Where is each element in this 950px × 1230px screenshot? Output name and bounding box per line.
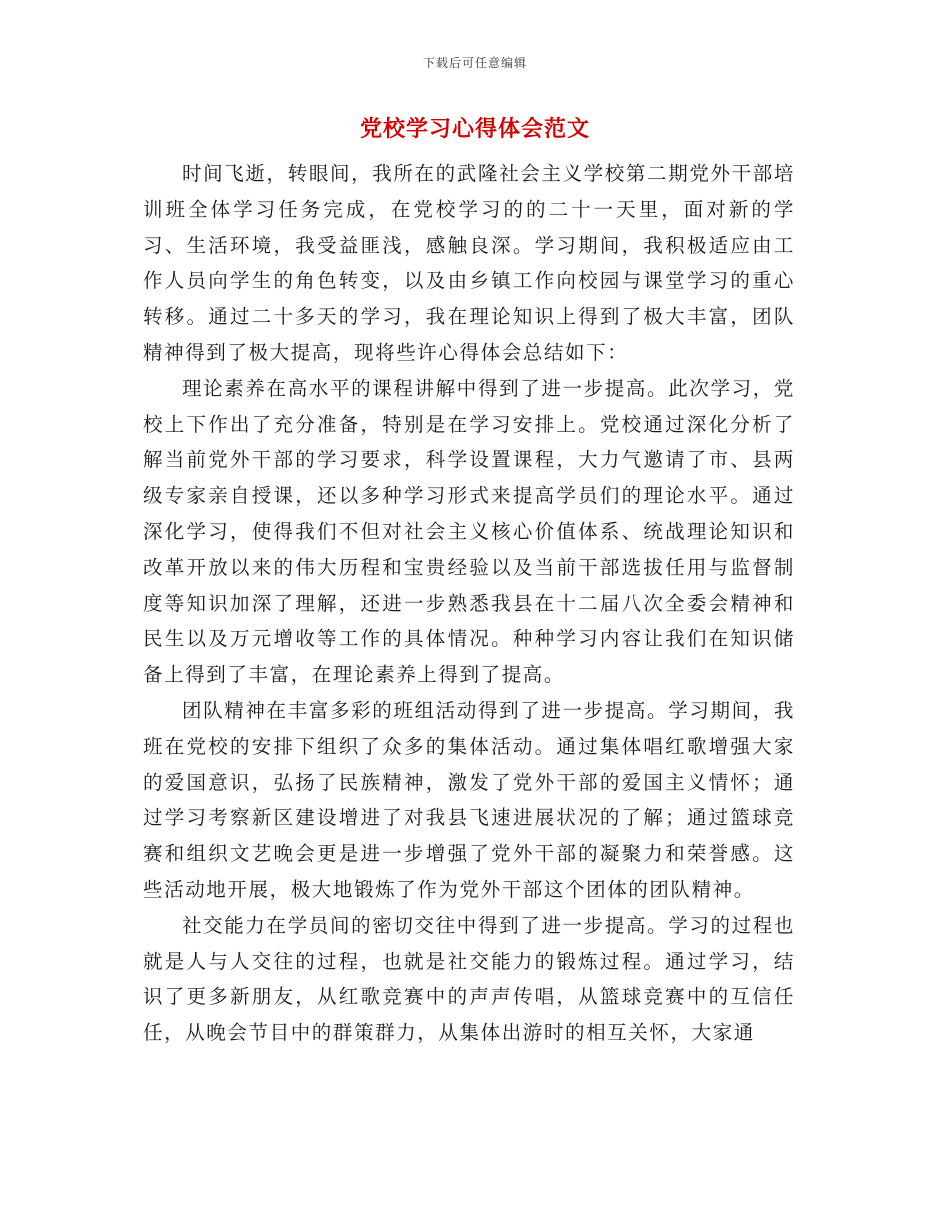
paragraph-theory: 理论素养在高水平的课程讲解中得到了进一步提高。此次学习，党校上下作出了充分准备，特别是在学习安排上。党校通过深化分析了解当前党外干部的学习要求，科学设置课程，大力气邀请了市、县两级专家亲自授课，还以多种学习形式来提高学员们的理论水平。通过深化学习，使得我们不但对社会主义核心价值体系、统战理论知识和改革开放以来的伟大历程和宝贵经验以及当前干部选拔任用与监督制度等知识加深了理解，还进一步熟悉我县在十二届八次全委会精神和民生以及万元增收等工作的具体情况。种种学习内容让我们在知识储备上得到了丰富，在理论素养上得到了提高。 <box>143 376 795 687</box>
paragraph-intro: 时间飞逝，转眼间，我所在的武隆社会主义学校第二期党外干部培训班全体学习任务完成，在党校学习的的二十一天里，面对新的学习、生活环境，我受益匪浅，感触良深。学习期间，我积极适应由工作人员向学生的角色转变，以及由乡镇工作向校园与课堂学习的重心转移。通过二十多天的学习，我在理论知识上得到了极大丰富，团队精神得到了极大提高，现将些许心得体会总结如下： <box>143 162 795 364</box>
document-body <box>143 156 795 1051</box>
document-title: 党校学习心得体会范文 <box>359 117 590 142</box>
paragraph-team-spirit: 团队精神在丰富多彩的班组活动得到了进一步提高。学习期间，我班在党校的安排下组织了众多的集体活动。通过集体唱红歌增强大家的爱国意识，弘扬了民族精神，激发了党外干部的爱国主义情怀；通过学习考察新区建设增进了对我县飞速进展状况的了解；通过篮球竞赛和组织文艺晚会更是进一步增强了党外干部的凝聚力和荣誉感。这些活动地开展，极大地锻炼了作为党外干部这个团体的团队精神。 <box>143 698 795 901</box>
page-header-note: 下载后可任意编辑 <box>422 56 527 70</box>
paragraph-social-skills: 社交能力在学员间的密切交往中得到了进一步提高。学习的过程也就是人与人交往的过程，也就是社交能力的锻炼过程。通过学习，结识了更多新朋友，从红歌竞赛中的声声传唱，从篮球竞赛中的互信任任，从晚会节目中的群策群力，从集体出游时的相互关怀，大家通 <box>143 913 795 1045</box>
